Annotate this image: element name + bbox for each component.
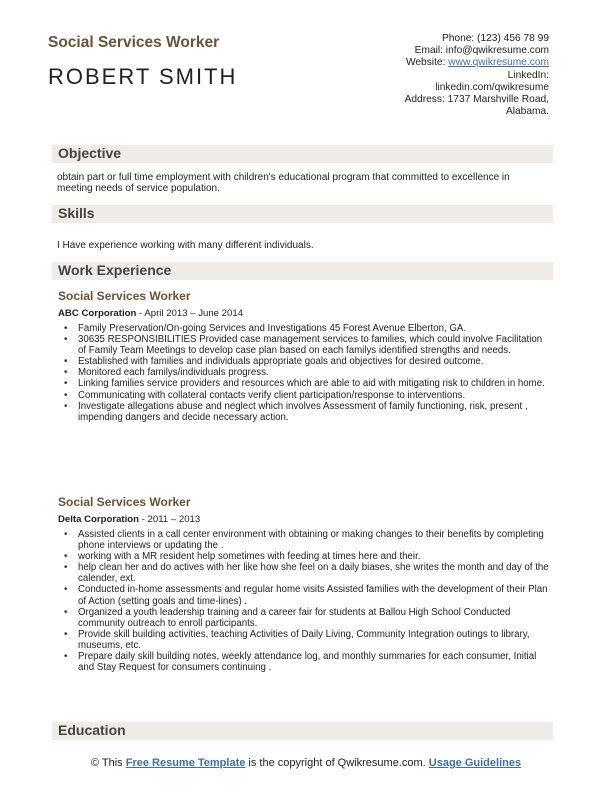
job-1-title: Social Services Worker — [58, 289, 191, 303]
list-item: • Investigate allegations abuse and neglect which involves Assessment of family functioning, risk, present , impending dangers and decide necessary action. — [63, 401, 549, 423]
contact-linkedin-label: LinkedIn: — [507, 69, 549, 81]
usage-guidelines-link[interactable]: Usage Guidelines — [428, 757, 522, 769]
candidate-name: ROBERT SMITH — [48, 64, 238, 89]
contact-linkedin-url: linkedin.com/qwikresume — [435, 81, 549, 93]
job-2-bullets — [63, 529, 549, 673]
job-2-company: Delta Corporation — [58, 514, 140, 525]
job-2-title: Social Services Worker — [58, 495, 191, 509]
list-item: • help clean her and do actives with her like how she feel on a daily biases, she writes the month and day of the calender, ext. — [63, 562, 549, 584]
job-1-dates: - April 2013 – June 2014 — [136, 308, 244, 319]
list-item: • Established with families and individuals appropriate goals and objectives for desired outcome. — [63, 356, 549, 367]
contact-block — [289, 33, 549, 118]
skills-title: Skills — [58, 205, 95, 221]
job-1-company-line — [58, 308, 243, 319]
list-item: • Communicating with collateral contacts verify client participation/response to interventions. — [63, 390, 549, 401]
list-item: • Assisted clients in a call center environment with obtaining or making changes to their benefits by completing phone interviews or updating the . — [63, 529, 549, 551]
contact-address-line2: Alabama. — [505, 106, 549, 118]
contact-phone: Phone: (123) 456 78 99 — [441, 33, 549, 44]
list-item: • Linking families service providers and resources which are able to aid with mitigating risk to children in home. — [63, 378, 549, 389]
objective-text: obtain part or full time employment with children's educational program that committed to excellence in meeting needs of service population. — [57, 172, 510, 194]
contact-address-line1: Address: 1737 Marshville Road, — [404, 94, 549, 106]
footer-middle: is the copyright of Qwikresume.com. — [245, 757, 429, 769]
free-resume-template-link[interactable]: Free Resume Template — [125, 757, 246, 769]
list-item: • Prepare daily skill building notes, weekly attendance log, and monthly summaries for each consumer, Initial and Stay Request for consumers continuing . — [63, 651, 549, 673]
work-title: Work Experience — [58, 262, 172, 278]
footer-prefix: © This — [90, 757, 126, 769]
job-2-dates: - 2011 – 2013 — [139, 514, 201, 525]
list-item: • Organized a youth leadership training and a career fair for students at Ballou High School Conducted community outreach to enroll participants. — [63, 607, 549, 629]
list-item: • working with a MR resident help sometimes with feeding at times here and their. — [63, 551, 549, 562]
job-1-bullets — [63, 323, 549, 423]
list-item: • Conducted in-home assessments and regular home visits Assisted families with the development of their Plan of Action (setting goals and time-lines) . — [63, 584, 549, 606]
copyright-footer — [0, 757, 612, 770]
contact-website — [289, 57, 549, 69]
list-item: • Provide skill building activities, teaching Activities of Daily Living, Community Integration outings to library, museums, etc. — [63, 629, 549, 651]
list-item: • Monitored each familys/individuals progress. — [63, 367, 549, 378]
list-item: • Family Preservation/On-going Services and Investigations 45 Forest Avenue Elberton, GA. — [63, 323, 549, 334]
job-2-company-line — [58, 514, 200, 525]
objective-section-bar — [52, 145, 553, 163]
header-job-title: Social Services Worker — [48, 34, 220, 51]
contact-email: Email: info@qwikresume.com — [414, 45, 549, 57]
job-1-company: ABC Corporation — [58, 308, 137, 319]
education-title: Education — [58, 722, 126, 738]
skills-text: I Have experience working with many different individuals. — [57, 240, 314, 251]
skills-section-bar — [52, 205, 553, 223]
list-item: • 30635 RESPONSIBILITIES Provided case management services to families, which could involve Facilitation of Family Team Meetings to develop case plan based on each familys identified strengths and needs. — [63, 334, 549, 356]
objective-title: Objective — [58, 145, 122, 161]
website-link[interactable]: www.qwikresume.com — [448, 57, 549, 69]
website-label: Website: — [405, 57, 449, 69]
education-section-bar — [52, 722, 553, 740]
